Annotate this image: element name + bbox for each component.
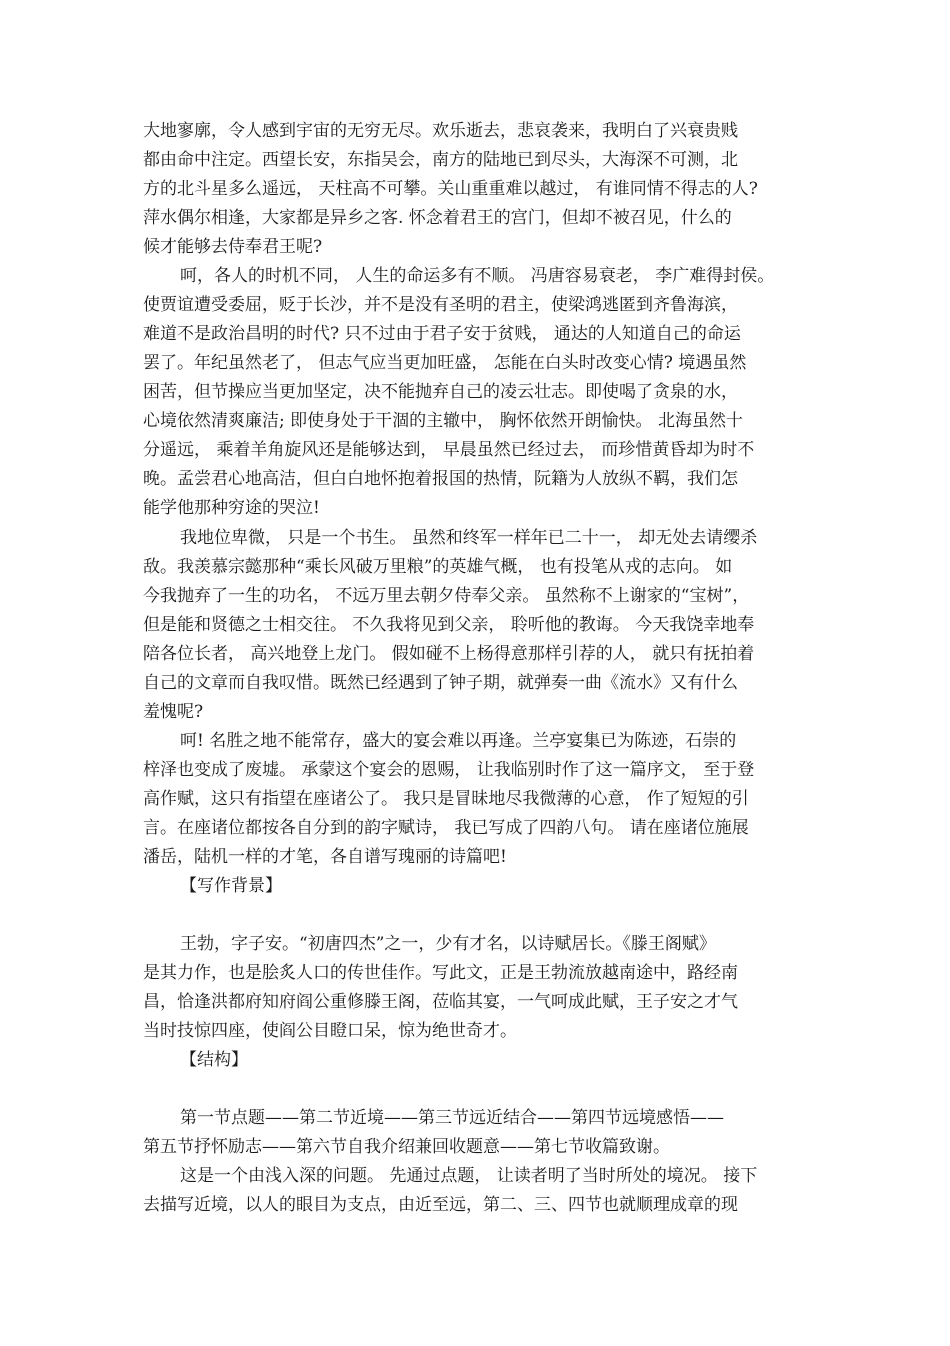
section-heading-structure: 【结构】 [180, 1050, 248, 1070]
text-line: 我地位卑微， 只是一个书生。 虽然和终军一样年已二十一， 却无处去请缨杀 [180, 528, 758, 548]
text-line: 罢了。年纪虽然老了， 但志气应当更加旺盛， 怎能在白头时改变心情? 境遇虽然 [143, 353, 747, 373]
text-line: 高作赋，这只有指望在座诸公了。 我只是冒昧地尽我微薄的心意， 作了短短的引 [143, 789, 749, 809]
text-line: 梓泽也变成了废墟。 承蒙这个宴会的恩赐， 让我临别时作了这一篇序文， 至于登 [143, 760, 755, 780]
text-line: 当时技惊四座，使阎公目瞪口呆，惊为绝世奇才。 [143, 1021, 517, 1041]
text-line: 能学他那种穷途的哭泣! [143, 498, 320, 518]
text-line: 呵，各人的时机不同， 人生的命运多有不顺。 冯唐容易衰老， 李广难得封侯。 [180, 266, 775, 286]
text-line: 分遥远， 乘着羊角旋风还是能够达到， 早晨虽然已经过去， 而珍惜黄昏却为时不 [143, 440, 755, 460]
text-line: 第一节点题——第二节近境——第三节远近结合——第四节远境感悟—— [180, 1108, 724, 1128]
text-line: 敌。我羡慕宗懿那种“乘长风破万里粮”的英雄气概， 也有投笔从戎的志向。 如 [143, 557, 733, 577]
text-line: 去描写近境，以人的眼目为支点，由近至远，第二、三、四节也就顺理成章的现 [143, 1195, 738, 1215]
text-line: 使贾谊遭受委屈，贬于长沙，并不是没有圣明的君主，使梁鸿逃匿到齐鲁海滨， [143, 295, 738, 315]
text-line: 王勃，字子安。“初唐四杰”之一，少有才名，以诗赋居长。《滕王阁赋》 [180, 934, 716, 954]
text-line: 昌，恰逢洪都府知府阎公重修滕王阁，莅临其宴，一气呵成此赋，王子安之才气 [143, 992, 738, 1012]
text-line: 呵! 名胜之地不能常存，盛大的宴会难以再逢。兰亭宴集已为陈迹，石崇的 [180, 731, 737, 751]
text-line: 大地寥廓，令人感到宇宙的无穷无尽。欢乐逝去，悲哀袭来，我明白了兴衰贵贱 [143, 121, 738, 141]
text-line: 晚。孟尝君心地高洁，但白白地怀抱着报国的热情，阮籍为人放纵不羁，我们怎 [143, 469, 738, 489]
text-line: 萍水偶尔相逢，大家都是异乡之客. 怀念着君王的宫门，但却不被召见，什么的 [143, 208, 732, 228]
text-line: 是其力作，也是脍炙人口的传世佳作。写此文，正是王勃流放越南途中，路经南 [143, 963, 738, 983]
text-line: 难道不是政治昌明的时代? 只不过由于君子安于贫贱， 通达的人知道自己的命运 [143, 324, 741, 344]
text-line: 方的北斗星多么遥远， 天柱高不可攀。关山重重难以越过， 有谁同情不得志的人? [143, 179, 758, 199]
text-line: 这是一个由浅入深的问题。 先通过点题， 让读者明了当时所处的境况。 接下 [180, 1166, 758, 1186]
text-line: 但是能和贤德之士相交往。 不久我将见到父亲， 聆听他的教诲。 今天我饶幸地奉 [143, 615, 755, 635]
text-line: 潘岳，陆机一样的才笔，各自谱写瑰丽的诗篇吧! [143, 847, 507, 867]
text-line: 第五节抒怀励志——第六节自我介绍兼回收题意——第七节收篇致谢。 [143, 1137, 670, 1157]
text-line: 羞愧呢? [143, 702, 204, 722]
text-line: 候才能够去侍奉君王呢? [143, 237, 323, 257]
section-heading-background: 【写作背景】 [180, 876, 282, 896]
text-line: 困苦，但节操应当更加坚定，决不能抛弃自己的凌云壮志。即使喝了贪泉的水， [143, 382, 738, 402]
text-line: 陪各位长者， 高兴地登上龙门。 假如碰不上杨得意那样引荐的人， 就只有抚拍着 [143, 644, 755, 664]
text-line: 言。在座诸位都按各自分到的韵字赋诗， 我已写成了四韵八句。 请在座诸位施展 [143, 818, 749, 838]
text-line: 今我抛弃了一生的功名， 不远万里去朝夕侍奉父亲。 虽然称不上谢家的“宝树”， [143, 586, 750, 606]
text-line: 都由命中注定。西望长安，东指吴会，南方的陆地已到尽头，大海深不可测，北 [143, 150, 738, 170]
text-line: 自己的文章而自我叹惜。既然已经遇到了钟子期，就弹奏一曲《流水》又有什么 [143, 673, 738, 693]
text-line: 心境依然清爽廉洁; 即使身处于干涸的主辙中， 胸怀依然开朗愉快。 北海虽然十 [143, 411, 743, 431]
